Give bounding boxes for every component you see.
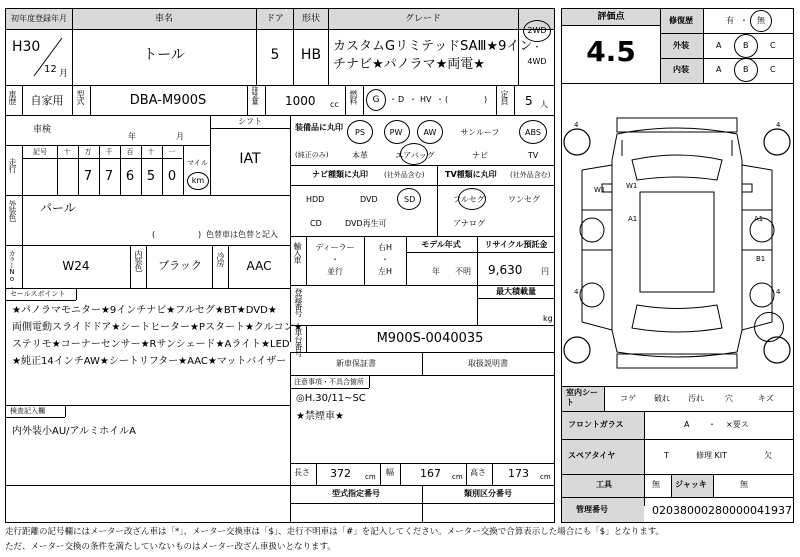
model-year-unit: 年 — [432, 267, 440, 276]
damage-mark-a1-left: A1 — [628, 215, 638, 223]
equipment-item-pw: PW — [389, 128, 403, 137]
color-label: 外装色 — [8, 200, 17, 221]
mileage-digit-2: 7 — [104, 169, 114, 184]
import-dealer: ディーラー — [315, 243, 355, 252]
seat-item-tear: 破れ — [654, 394, 670, 403]
cc-unit: cc — [330, 100, 339, 109]
tyre-mark-fl: 4 — [574, 121, 579, 129]
fuel-sep-3: ・ — [436, 95, 444, 104]
damage-mark-b1: B1 — [756, 255, 766, 263]
sales-line-3: ステリモ★コーナーセンサー★Rサンシェード★Aライト★LED — [12, 339, 290, 350]
damage-mark-a1-right: A1 — [754, 215, 764, 223]
hei-label: 高さ — [470, 468, 486, 477]
max-load-unit: kg — [543, 314, 553, 323]
shift-value: IAT — [239, 151, 261, 167]
repair-yes: 有 — [726, 16, 734, 25]
class-no-label: 類別区分番号 — [464, 489, 512, 498]
spare-kit: 修理 KIT — [696, 451, 728, 460]
navi-sub: (社外品含む) — [384, 171, 425, 179]
model-year-unknown: 不明 — [455, 267, 471, 276]
equipment-label: 装備品に丸印 — [295, 123, 343, 132]
footer-line-2: ただ、メーター交換の条件を満たしていないものはメーター改ざん車扱いとなります。 — [5, 542, 336, 552]
repair-no: 無 — [757, 16, 765, 25]
interior-c: C — [770, 65, 776, 74]
exterior-a: A — [716, 41, 722, 50]
navi-sd: SD — [404, 195, 416, 204]
shaken-month-unit: 月 — [176, 132, 184, 141]
repair-no-circle — [750, 10, 772, 32]
equipment-sub: (純正のみ) — [295, 151, 329, 159]
fuel-d: D — [398, 95, 405, 104]
tools-label: 工具 — [596, 480, 612, 489]
mileage-digit-1: 7 — [83, 169, 93, 184]
equipment-item-ps: PS — [355, 128, 365, 137]
fuel-sep-2: ・ — [409, 95, 417, 104]
digit-label-5: 一 — [168, 148, 176, 156]
interior-color-value: ブラック — [158, 259, 202, 272]
first-reg-month: 12 — [44, 64, 57, 75]
mileage-digit-4: 5 — [146, 169, 156, 184]
model-label: 型式 — [76, 90, 85, 104]
equipment-item-aw: AW — [423, 128, 437, 137]
model-year-label: モデル年式 — [421, 240, 461, 249]
drive-2wd: 2WD — [527, 26, 547, 35]
model-value: DBA-M900S — [129, 93, 207, 108]
seat-item-hole: 穴 — [725, 394, 733, 403]
reg-no-label: 登録番号 — [294, 288, 303, 316]
capacity-value: 5 — [525, 94, 533, 108]
manual-label: 取扱説明書 — [468, 359, 508, 368]
sales-line-4: ★純正14インチAW★シートリフター★AAC★マットバイザー — [12, 356, 287, 367]
digit-label-0: 十 — [63, 148, 71, 156]
wid-label: 幅 — [386, 468, 394, 477]
digit-label-2: 千 — [105, 148, 113, 156]
sales-line-2: 両側電動スライドドア★シートヒーター★Pスタート★クルコン★ — [12, 322, 303, 333]
import-parallel: 並行 — [327, 267, 343, 276]
mgmt-value: 02038000280000041937 — [652, 504, 792, 517]
color-note: 色替車は色替と記入 — [206, 230, 278, 239]
fuel-label: 燃料 — [349, 90, 358, 104]
tyre-mark-rl: 4 — [574, 288, 579, 296]
extra-circle — [754, 312, 784, 342]
digit-label-3: 百 — [126, 148, 134, 156]
glass-label: フロントガラス — [568, 420, 624, 429]
score-value: 4.5 — [586, 35, 636, 68]
door-label: ドア — [266, 14, 284, 24]
notes-line-2: ★禁煙車★ — [296, 411, 344, 422]
jack-label: ジャッキ — [675, 480, 707, 489]
colorno-label: カラーNo. — [8, 250, 16, 289]
digit-label-4: 十 — [147, 148, 155, 156]
fullseg-circle — [458, 188, 486, 210]
color-paren-open: ( — [152, 230, 156, 239]
exterior-c: C — [770, 41, 776, 50]
import-label: 輸入車 — [293, 242, 302, 263]
tyre-front-right — [764, 129, 790, 155]
import-dealer-dot: ・ — [331, 255, 339, 264]
equipment-item-sunroof: サンルーフ — [460, 128, 500, 137]
aw-circle — [417, 120, 443, 144]
grade-line1: カスタムGリミテッドSAⅢ★9イン — [333, 39, 533, 54]
spare-label: スペアタイヤ — [568, 451, 616, 460]
exterior-b: B — [743, 41, 749, 50]
body-shape: HB — [300, 47, 322, 63]
recycle-value: 9,630 — [488, 263, 523, 277]
ac-value: AAC — [246, 259, 272, 273]
interior-a: A — [716, 65, 722, 74]
shaken-year-unit: 年 — [128, 132, 136, 141]
displacement-value: 1000 — [285, 94, 316, 108]
usage-label: 車歴 — [8, 90, 17, 104]
glass-x: ×要ス — [726, 420, 749, 429]
len-value: 372 — [330, 467, 351, 480]
ac-label: 冷房 — [216, 252, 225, 266]
navi-dvd: DVD — [360, 195, 378, 204]
colorno-value: W24 — [62, 259, 90, 273]
tyre-mark-fr: 4 — [776, 121, 781, 129]
spare-t: T — [664, 451, 669, 460]
inspection-label: 検査記入欄 — [10, 407, 45, 415]
interior-label: 内装 — [673, 65, 689, 74]
damage-mark-w1-left: W1 — [594, 186, 606, 194]
car-name: トール — [143, 47, 185, 63]
equipment-item-tv: TV — [527, 151, 539, 160]
repair-dot: ・ — [740, 16, 748, 25]
exterior-label: 外装 — [673, 41, 689, 50]
hand-left: 左H — [377, 267, 393, 276]
car-name-label: 車名 — [154, 14, 174, 24]
shape-label: 形状 — [301, 14, 321, 24]
drive-4wd: 4WD — [527, 57, 547, 66]
shift-label: シフト — [238, 117, 262, 126]
chassis-label: 車台番号 — [294, 328, 303, 356]
color-paren-close: ) — [198, 230, 202, 239]
len-label: 長さ — [294, 468, 310, 477]
shaken-label: 車検 — [32, 125, 52, 135]
navi-hdd: HDD — [306, 195, 325, 204]
glass-dot: ・ — [708, 420, 716, 429]
fuel-g: G — [372, 95, 380, 105]
equipment-item-navi: ナビ — [472, 151, 488, 160]
type-no-label: 型式指定番号 — [332, 489, 380, 498]
sales-label: セールスポイント — [10, 290, 66, 298]
recycle-label: リサイクル預託金 — [484, 240, 548, 249]
navi-cd: CD — [310, 219, 322, 228]
damage-mark-w1-center: W1 — [626, 182, 638, 190]
mileage-unit-km: km — [191, 176, 205, 185]
car-diagram — [562, 100, 792, 380]
usage-value: 自家用 — [30, 94, 64, 107]
tyre-rear-left — [564, 337, 590, 363]
mileage-digit-3: 6 — [125, 169, 135, 184]
grade-label: グレード — [404, 14, 442, 24]
first-reg-era: H30 — [12, 39, 41, 55]
capacity-label: 定員 — [500, 90, 509, 104]
wid-value: 167 — [420, 467, 441, 480]
drive-sep: ・ — [532, 43, 542, 53]
tv-label: TV種類に丸印 — [445, 170, 497, 179]
tv-oneseg: ワンセグ — [508, 195, 540, 204]
notes-label: 注意事項・不具合箇所 — [294, 378, 364, 386]
mileage-mark-label: 記号 — [33, 148, 47, 156]
wid-unit: cm — [452, 473, 463, 481]
equipment-item-airbag: エアバッグ — [395, 151, 435, 160]
len-unit: cm — [365, 473, 376, 481]
tv-fullseg: フルセグ — [453, 195, 485, 204]
tools-value: 無 — [652, 480, 660, 489]
first-reg-label: 初年度登録年月 — [11, 14, 67, 23]
notes-line-1: ◎H.30/11~SC — [296, 393, 366, 404]
footer-line-1: 走行距離の記号欄にはメーター改ざん車は「*」、メーター交換車は「$」、走行不明車は「#」を記入してください。メーター交換で合算表示した場合にも「$」となります。 — [5, 527, 665, 537]
tv-analog: アナログ — [453, 219, 485, 228]
abs-circle — [519, 120, 547, 144]
seat-item-burn: コゲ — [620, 394, 636, 403]
spare-x: 欠 — [764, 451, 772, 460]
mileage-unit-mile: マイル — [187, 159, 208, 167]
displacement-label: 排気量 — [251, 86, 259, 104]
sd-circle — [397, 188, 421, 210]
grade-line2: チナビ★パノラマ★両電★ — [333, 57, 485, 72]
first-reg-month-unit: 月 — [59, 69, 69, 79]
score-label: 評価点 — [597, 12, 625, 22]
interior-b: B — [743, 65, 749, 74]
chassis-value: M900S-0040035 — [376, 331, 484, 346]
mileage-digit-5: 0 — [167, 169, 177, 184]
seat-item-scratch: キズ — [758, 394, 774, 403]
seat-item-dirt: 汚れ — [688, 394, 704, 403]
fuel-paren-close: ) — [484, 95, 488, 104]
fuel-sep-1: ・ — [389, 95, 397, 104]
warranty-label: 新車保証書 — [336, 359, 376, 368]
pw-circle — [384, 120, 410, 144]
recycle-unit: 円 — [541, 267, 549, 276]
digit-label-1: 万 — [84, 148, 92, 156]
navi-dvd-play: DVD再生可 — [345, 219, 387, 228]
hei-value: 173 — [508, 467, 529, 480]
repair-label: 修復歴 — [669, 16, 693, 25]
glass-a: A — [684, 420, 690, 429]
hand-right: 右H — [377, 243, 393, 252]
max-load-label: 最大積載量 — [496, 287, 536, 296]
tv-sub: (社外品含む) — [510, 171, 551, 179]
exterior-b-circle — [734, 34, 758, 58]
equipment-item-abs: ABS — [525, 128, 541, 137]
hei-unit: cm — [540, 473, 551, 481]
equipment-item-leather: 本革 — [352, 151, 368, 160]
inspection-text: 内外装小AU/アルミホイルA — [12, 426, 136, 437]
tyre-mark-rr: 4 — [776, 288, 781, 296]
capacity-unit: 人 — [540, 100, 548, 109]
seat-label: 室内シート — [566, 388, 598, 407]
jack-value: 無 — [740, 480, 748, 489]
ps-circle — [347, 120, 373, 144]
color-value: パール — [40, 201, 76, 215]
fuel-hv: HV — [420, 95, 432, 104]
hand-dot: ・ — [381, 255, 389, 264]
tyre-front-left — [564, 129, 590, 155]
sales-line-1: ★パノラマモニター★9インチナビ★フルセグ★BT★DVD★ — [12, 305, 277, 316]
fuel-paren: ( — [445, 95, 449, 104]
airbag-circle — [400, 143, 428, 165]
navi-label: ナビ種類に丸印 — [312, 170, 368, 179]
mileage-label: 走行 — [8, 158, 17, 172]
door-count: 5 — [270, 47, 280, 63]
interior-color-label: 内装色 — [134, 250, 143, 271]
mgmt-label: 管理番号 — [576, 505, 608, 514]
interior-b-circle — [734, 58, 758, 82]
